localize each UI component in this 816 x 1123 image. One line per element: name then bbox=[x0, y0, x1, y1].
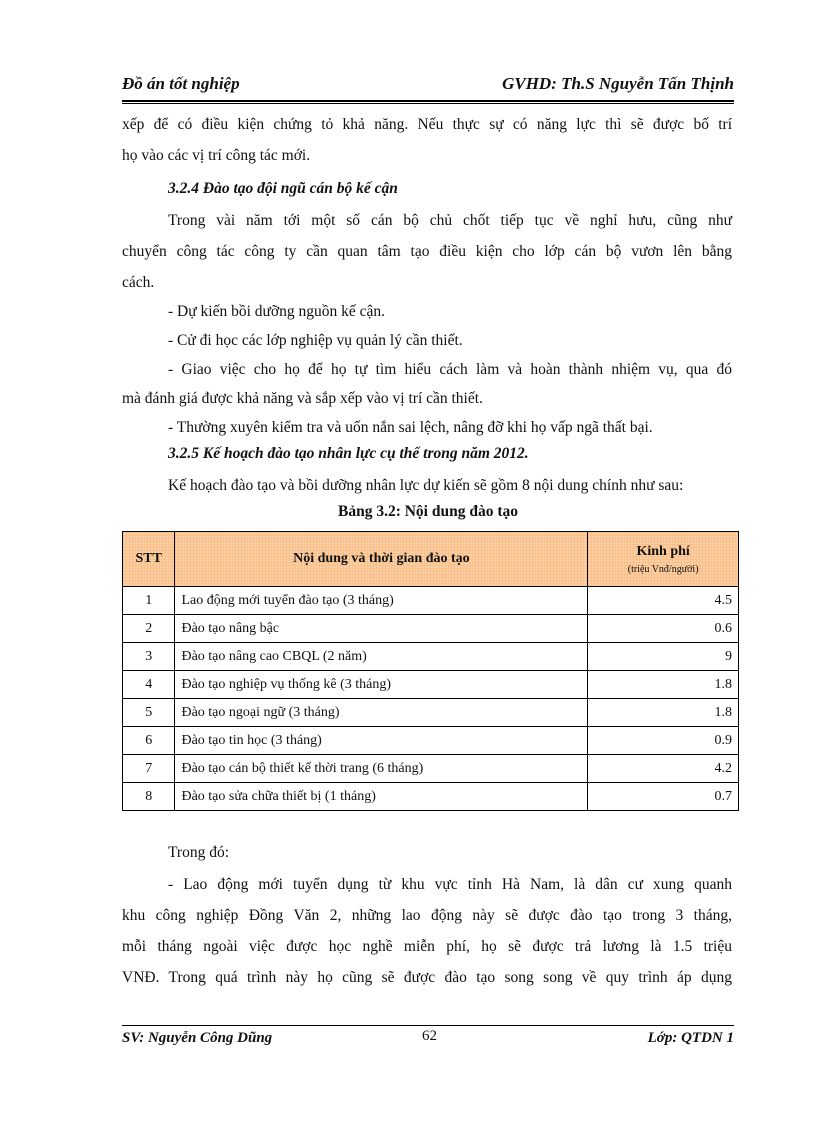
footer-student: SV: Nguyễn Công Dũng bbox=[122, 1030, 273, 1046]
bullet-item: - Thường xuyên kiểm tra và uốn nắn sai lệch, nâng đỡ khi họ vấp ngã thất bại. bbox=[168, 419, 653, 436]
cell-stt: 8 bbox=[123, 783, 175, 811]
body-line: Trong vài năm tới một số cán bộ chủ chốt tiếp tục về nghỉ hưu, cũng như bbox=[168, 212, 732, 229]
cell-stt: 7 bbox=[123, 755, 175, 783]
table-row bbox=[123, 699, 739, 727]
body-line: xếp để có điều kiện chứng tỏ khả năng. Nếu thực sự có năng lực thì sẽ được bố trí bbox=[122, 116, 732, 133]
bullet-item: - Giao việc cho họ để họ tự tìm hiểu cách làm và hoàn thành nhiệm vụ, qua đó bbox=[168, 361, 732, 378]
cell-stt: 3 bbox=[123, 643, 175, 671]
body-line: Trong đó: bbox=[168, 844, 230, 861]
cell-cost: 4.5 bbox=[588, 587, 739, 615]
cell-cost: 0.9 bbox=[588, 727, 739, 755]
cell-stt: 4 bbox=[123, 671, 175, 699]
table-row bbox=[123, 783, 739, 811]
cost-header-label: Kinh phí bbox=[636, 543, 690, 559]
body-line: mỗi tháng ngoài việc được học nghề miễn phí, họ sẽ được trả lương là 1.5 triệu bbox=[122, 938, 732, 955]
header-title: Đồ án tốt nghiệp bbox=[122, 74, 240, 93]
table-row bbox=[123, 643, 739, 671]
cell-stt: 2 bbox=[123, 615, 175, 643]
header-advisor: GVHD: Th.S Nguyễn Tấn Thịnh bbox=[502, 74, 734, 93]
body-line: khu công nghiệp Đồng Văn 2, những lao động này sẽ được đào tạo trong 3 tháng, bbox=[122, 907, 732, 924]
body-line: họ vào các vị trí công tác mới. bbox=[122, 147, 311, 164]
col-header-cost bbox=[588, 532, 739, 587]
cell-content: Đào tạo nâng bậc bbox=[175, 615, 588, 643]
cost-header-unit: (triệu Vnđ/người) bbox=[627, 563, 699, 575]
plan-intro: Kế hoạch đào tạo và bồi dưỡng nhân lực dự kiến sẽ gồm 8 nội dung chính như sau: bbox=[168, 477, 684, 494]
cell-cost: 0.6 bbox=[588, 615, 739, 643]
cell-stt: 5 bbox=[123, 699, 175, 727]
cell-content: Đào tạo cán bộ thiết kế thời trang (6 tháng) bbox=[175, 755, 588, 783]
bullet-item-cont: mà đánh giá được khả năng và sắp xếp vào vị trí cần thiết. bbox=[122, 390, 483, 407]
body-line: - Lao động mới tuyển dụng từ khu vực tỉnh Hà Nam, là dân cư xung quanh bbox=[168, 876, 732, 893]
table-header-row bbox=[123, 532, 739, 587]
cell-content: Đào tạo nghiệp vụ thống kê (3 tháng) bbox=[175, 671, 588, 699]
cell-content: Đào tạo sửa chữa thiết bị (1 tháng) bbox=[175, 783, 588, 811]
col-header-content: Nội dung và thời gian đào tạo bbox=[175, 532, 588, 587]
cell-cost: 9 bbox=[588, 643, 739, 671]
bullet-item: - Dự kiến bồi dưỡng nguồn kế cận. bbox=[168, 303, 385, 320]
cell-cost: 1.8 bbox=[588, 671, 739, 699]
table-row bbox=[123, 671, 739, 699]
cell-stt: 1 bbox=[123, 587, 175, 615]
table-row bbox=[123, 727, 739, 755]
cell-cost: 1.8 bbox=[588, 699, 739, 727]
cell-cost: 4.2 bbox=[588, 755, 739, 783]
body-line: VNĐ. Trong quá trình này họ cũng sẽ được đào tạo song song về quy trình áp dụng bbox=[122, 969, 732, 986]
footer-class: Lớp: QTDN 1 bbox=[647, 1030, 734, 1046]
section-heading-324: 3.2.4 Đào tạo đội ngũ cán bộ kế cận bbox=[168, 180, 398, 197]
cell-cost: 0.7 bbox=[588, 783, 739, 811]
header-divider-thin bbox=[122, 103, 734, 104]
table-row bbox=[123, 755, 739, 783]
header-divider bbox=[122, 100, 734, 102]
cell-stt: 6 bbox=[123, 727, 175, 755]
cell-content: Lao động mới tuyển đào tạo (3 tháng) bbox=[175, 587, 588, 615]
page-header bbox=[122, 74, 734, 94]
cell-content: Đào tạo tin học (3 tháng) bbox=[175, 727, 588, 755]
footer-divider bbox=[122, 1025, 734, 1026]
body-line: cách. bbox=[122, 274, 155, 291]
cell-content: Đào tạo ngoại ngữ (3 tháng) bbox=[175, 699, 588, 727]
table-row bbox=[123, 587, 739, 615]
training-table bbox=[122, 531, 739, 811]
cell-content: Đào tạo nâng cao CBQL (2 năm) bbox=[175, 643, 588, 671]
page-number: 62 bbox=[422, 1028, 437, 1044]
section-heading-325: 3.2.5 Kế hoạch đào tạo nhân lực cụ thể trong năm 2012. bbox=[168, 445, 529, 462]
col-header-stt: STT bbox=[123, 532, 175, 587]
bullet-item: - Cử đi học các lớp nghiệp vụ quản lý cần thiết. bbox=[168, 332, 463, 349]
table-row bbox=[123, 615, 739, 643]
table-caption: Bảng 3.2: Nội dung đào tạo bbox=[337, 503, 518, 520]
body-line: chuyển công tác công ty cần quan tâm tạo điều kiện cho lớp cán bộ vươn lên bằng bbox=[122, 243, 732, 260]
